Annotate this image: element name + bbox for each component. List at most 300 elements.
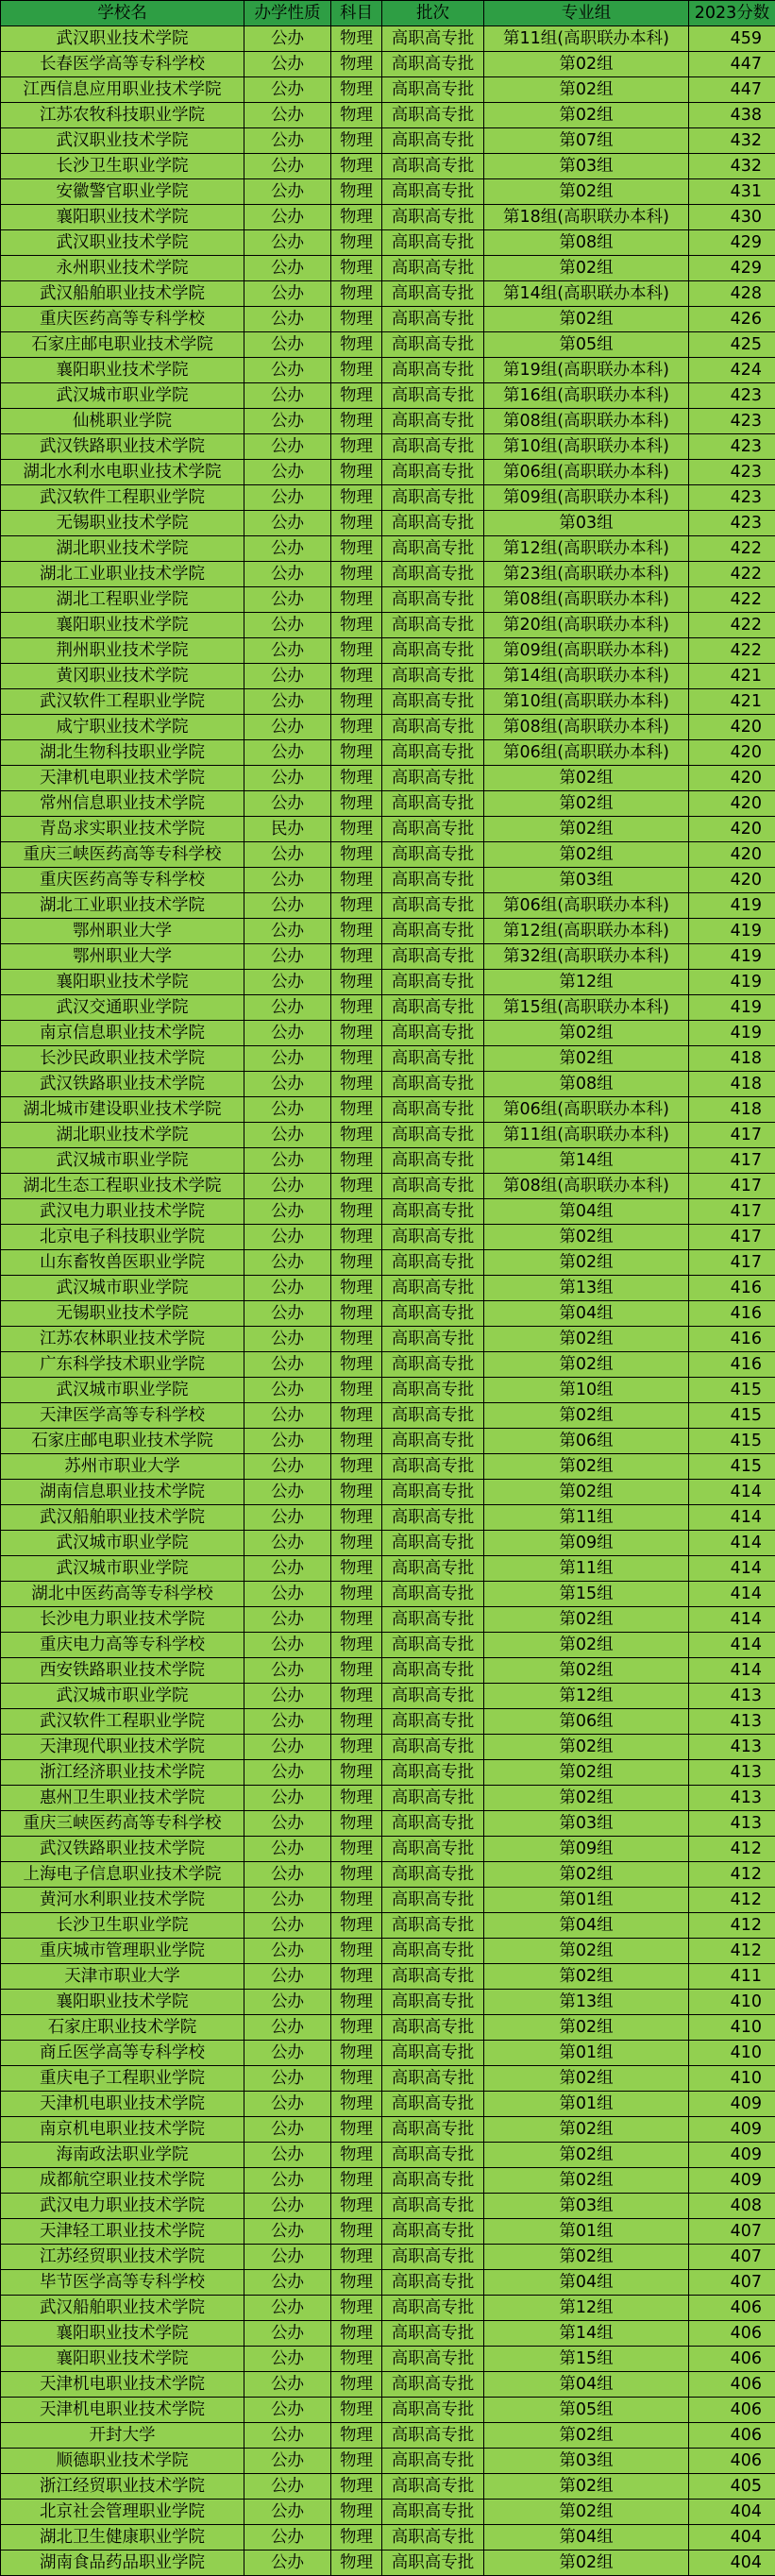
batch-cell: 高职高专批 bbox=[382, 1123, 484, 1148]
school-name-cell: 北京社会管理职业学院 bbox=[1, 2500, 244, 2525]
school-nature-cell: 公办 bbox=[244, 2066, 331, 2092]
school-nature-cell: 公办 bbox=[244, 26, 331, 52]
subject-cell: 物理 bbox=[331, 1454, 382, 1480]
major-group-cell: 第02组 bbox=[484, 766, 689, 791]
major-group-cell: 第04组 bbox=[484, 2270, 689, 2296]
batch-cell: 高职高专批 bbox=[382, 230, 484, 256]
table-row bbox=[1, 1072, 775, 1097]
batch-cell: 高职高专批 bbox=[382, 1097, 484, 1123]
school-name-cell: 武汉职业技术学院 bbox=[1, 230, 244, 256]
school-nature-cell: 公办 bbox=[244, 1913, 331, 1939]
school-nature-cell: 公办 bbox=[244, 409, 331, 434]
batch-cell: 高职高专批 bbox=[382, 1556, 484, 1582]
score-cell: 417 bbox=[689, 1148, 775, 1174]
score-cell: 423 bbox=[689, 460, 775, 485]
table-row bbox=[1, 2525, 775, 2551]
major-group-cell: 第14组(高职联办本科) bbox=[484, 664, 689, 689]
batch-cell: 高职高专批 bbox=[382, 1199, 484, 1225]
school-name-cell: 顺德职业技术学院 bbox=[1, 2449, 244, 2474]
score-cell: 416 bbox=[689, 1352, 775, 1378]
batch-cell: 高职高专批 bbox=[382, 638, 484, 664]
table-row bbox=[1, 791, 775, 817]
school-name-cell: 重庆三峡医药高等专科学校 bbox=[1, 1811, 244, 1837]
batch-cell: 高职高专批 bbox=[382, 358, 484, 383]
school-name-cell: 长春医学高等专科学校 bbox=[1, 52, 244, 77]
column-header-school: 学校名 bbox=[1, 1, 244, 26]
school-nature-cell: 公办 bbox=[244, 383, 331, 409]
school-nature-cell: 公办 bbox=[244, 1633, 331, 1658]
batch-cell: 高职高专批 bbox=[382, 332, 484, 358]
table-row bbox=[1, 2041, 775, 2066]
school-nature-cell: 公办 bbox=[244, 2347, 331, 2372]
school-nature-cell: 公办 bbox=[244, 1454, 331, 1480]
school-name-cell: 黄河水利职业技术学院 bbox=[1, 1888, 244, 1913]
subject-cell: 物理 bbox=[331, 919, 382, 944]
subject-cell: 物理 bbox=[331, 1939, 382, 1964]
subject-cell: 物理 bbox=[331, 817, 382, 842]
score-cell: 406 bbox=[689, 2347, 775, 2372]
major-group-cell: 第10组(高职联办本科) bbox=[484, 689, 689, 715]
batch-cell: 高职高专批 bbox=[382, 2372, 484, 2398]
subject-cell: 物理 bbox=[331, 1556, 382, 1582]
major-group-cell: 第32组(高职联办本科) bbox=[484, 944, 689, 970]
school-nature-cell: 公办 bbox=[244, 128, 331, 154]
major-group-cell: 第02组 bbox=[484, 1786, 689, 1811]
batch-cell: 高职高专批 bbox=[382, 1505, 484, 1531]
major-group-cell: 第04组 bbox=[484, 1913, 689, 1939]
school-nature-cell: 公办 bbox=[244, 638, 331, 664]
school-nature-cell: 公办 bbox=[244, 2092, 331, 2117]
subject-cell: 物理 bbox=[331, 2398, 382, 2423]
table-row bbox=[1, 179, 775, 205]
score-cell: 432 bbox=[689, 154, 775, 179]
subject-cell: 物理 bbox=[331, 562, 382, 587]
subject-cell: 物理 bbox=[331, 1786, 382, 1811]
school-nature-cell: 公办 bbox=[244, 689, 331, 715]
batch-cell: 高职高专批 bbox=[382, 2143, 484, 2168]
subject-cell: 物理 bbox=[331, 715, 382, 740]
major-group-cell: 第19组(高职联办本科) bbox=[484, 358, 689, 383]
batch-cell: 高职高专批 bbox=[382, 307, 484, 332]
subject-cell: 物理 bbox=[331, 1760, 382, 1786]
subject-cell: 物理 bbox=[331, 1862, 382, 1888]
subject-cell: 物理 bbox=[331, 842, 382, 868]
subject-cell: 物理 bbox=[331, 1888, 382, 1913]
table-row bbox=[1, 587, 775, 613]
batch-cell: 高职高专批 bbox=[382, 409, 484, 434]
school-nature-cell: 公办 bbox=[244, 1709, 331, 1735]
major-group-cell: 第08组 bbox=[484, 1072, 689, 1097]
table-row bbox=[1, 715, 775, 740]
subject-cell: 物理 bbox=[331, 1072, 382, 1097]
school-name-cell: 湖北卫生健康职业学院 bbox=[1, 2525, 244, 2551]
table-row bbox=[1, 1990, 775, 2015]
school-nature-cell: 公办 bbox=[244, 2041, 331, 2066]
score-cell: 417 bbox=[689, 1250, 775, 1276]
major-group-cell: 第12组(高职联办本科) bbox=[484, 919, 689, 944]
school-name-cell: 长沙卫生职业学院 bbox=[1, 1913, 244, 1939]
table-row bbox=[1, 77, 775, 103]
school-name-cell: 常州信息职业技术学院 bbox=[1, 791, 244, 817]
batch-cell: 高职高专批 bbox=[382, 2525, 484, 2551]
major-group-cell: 第06组(高职联办本科) bbox=[484, 740, 689, 766]
score-cell: 417 bbox=[689, 1199, 775, 1225]
school-nature-cell: 公办 bbox=[244, 154, 331, 179]
table-row bbox=[1, 1097, 775, 1123]
score-cell: 424 bbox=[689, 358, 775, 383]
batch-cell: 高职高专批 bbox=[382, 1684, 484, 1709]
table-row bbox=[1, 2143, 775, 2168]
batch-cell: 高职高专批 bbox=[382, 587, 484, 613]
major-group-cell: 第02组 bbox=[484, 2066, 689, 2092]
batch-cell: 高职高专批 bbox=[382, 1429, 484, 1454]
batch-cell: 高职高专批 bbox=[382, 893, 484, 919]
school-name-cell: 海南政法职业学院 bbox=[1, 2143, 244, 2168]
subject-cell: 物理 bbox=[331, 1046, 382, 1072]
subject-cell: 物理 bbox=[331, 2092, 382, 2117]
school-name-cell: 江苏农林职业技术学院 bbox=[1, 1327, 244, 1352]
column-header-batch: 批次 bbox=[382, 1, 484, 26]
score-cell: 413 bbox=[689, 1811, 775, 1837]
major-group-cell: 第02组 bbox=[484, 77, 689, 103]
subject-cell: 物理 bbox=[331, 26, 382, 52]
school-nature-cell: 公办 bbox=[244, 1607, 331, 1633]
table-row bbox=[1, 2117, 775, 2143]
batch-cell: 高职高专批 bbox=[382, 1837, 484, 1862]
batch-cell: 高职高专批 bbox=[382, 2092, 484, 2117]
score-cell: 413 bbox=[689, 1735, 775, 1760]
school-nature-cell: 公办 bbox=[244, 205, 331, 230]
batch-cell: 高职高专批 bbox=[382, 2449, 484, 2474]
school-nature-cell: 公办 bbox=[244, 307, 331, 332]
major-group-cell: 第02组 bbox=[484, 1046, 689, 1072]
school-nature-cell: 公办 bbox=[244, 919, 331, 944]
major-group-cell: 第03组 bbox=[484, 511, 689, 536]
school-name-cell: 仙桃职业学院 bbox=[1, 409, 244, 434]
score-cell: 407 bbox=[689, 2219, 775, 2245]
score-cell: 414 bbox=[689, 1582, 775, 1607]
table-row bbox=[1, 1786, 775, 1811]
batch-cell: 高职高专批 bbox=[382, 1658, 484, 1684]
school-name-cell: 石家庄邮电职业技术学院 bbox=[1, 1429, 244, 1454]
table-row bbox=[1, 2321, 775, 2347]
score-cell: 428 bbox=[689, 281, 775, 307]
score-cell: 409 bbox=[689, 2168, 775, 2194]
table-row bbox=[1, 26, 775, 52]
table-row bbox=[1, 919, 775, 944]
school-name-cell: 湖北职业技术学院 bbox=[1, 1123, 244, 1148]
school-name-cell: 湖北职业技术学院 bbox=[1, 536, 244, 562]
school-nature-cell: 公办 bbox=[244, 1786, 331, 1811]
table-row bbox=[1, 511, 775, 536]
school-nature-cell: 公办 bbox=[244, 1990, 331, 2015]
score-cell: 416 bbox=[689, 1301, 775, 1327]
table-row bbox=[1, 281, 775, 307]
school-name-cell: 江西信息应用职业技术学院 bbox=[1, 77, 244, 103]
school-name-cell: 毕节医学高等专科学校 bbox=[1, 2270, 244, 2296]
score-cell: 409 bbox=[689, 2143, 775, 2168]
table-row bbox=[1, 1735, 775, 1760]
subject-cell: 物理 bbox=[331, 1684, 382, 1709]
score-cell: 419 bbox=[689, 970, 775, 995]
batch-cell: 高职高专批 bbox=[382, 154, 484, 179]
batch-cell: 高职高专批 bbox=[382, 1072, 484, 1097]
table-row bbox=[1, 1582, 775, 1607]
school-name-cell: 武汉铁路职业技术学院 bbox=[1, 1072, 244, 1097]
school-nature-cell: 公办 bbox=[244, 1735, 331, 1760]
table-row bbox=[1, 2015, 775, 2041]
major-group-cell: 第02组 bbox=[484, 817, 689, 842]
school-nature-cell: 公办 bbox=[244, 460, 331, 485]
school-name-cell: 安徽警官职业学院 bbox=[1, 179, 244, 205]
batch-cell: 高职高专批 bbox=[382, 2321, 484, 2347]
score-cell: 404 bbox=[689, 2525, 775, 2551]
school-nature-cell: 公办 bbox=[244, 1531, 331, 1556]
subject-cell: 物理 bbox=[331, 52, 382, 77]
table-row bbox=[1, 2296, 775, 2321]
school-name-cell: 天津轻工职业技术学院 bbox=[1, 2219, 244, 2245]
school-name-cell: 湖北水利水电职业技术学院 bbox=[1, 460, 244, 485]
school-nature-cell: 公办 bbox=[244, 2321, 331, 2347]
school-nature-cell: 公办 bbox=[244, 1199, 331, 1225]
table-row bbox=[1, 103, 775, 128]
score-cell: 409 bbox=[689, 2117, 775, 2143]
score-cell: 410 bbox=[689, 2041, 775, 2066]
major-group-cell: 第10组 bbox=[484, 1378, 689, 1403]
score-cell: 432 bbox=[689, 128, 775, 154]
major-group-cell: 第10组(高职联办本科) bbox=[484, 434, 689, 460]
score-cell: 429 bbox=[689, 230, 775, 256]
school-nature-cell: 公办 bbox=[244, 1760, 331, 1786]
table-row bbox=[1, 1505, 775, 1531]
school-nature-cell: 公办 bbox=[244, 358, 331, 383]
school-name-cell: 武汉城市职业学院 bbox=[1, 1531, 244, 1556]
major-group-cell: 第08组(高职联办本科) bbox=[484, 587, 689, 613]
batch-cell: 高职高专批 bbox=[382, 1582, 484, 1607]
school-name-cell: 武汉电力职业技术学院 bbox=[1, 1199, 244, 1225]
score-cell: 404 bbox=[689, 2551, 775, 2576]
major-group-cell: 第13组 bbox=[484, 1276, 689, 1301]
subject-cell: 物理 bbox=[331, 1990, 382, 2015]
table-row bbox=[1, 1480, 775, 1505]
school-name-cell: 苏州市职业大学 bbox=[1, 1454, 244, 1480]
school-name-cell: 湖北生物科技职业学院 bbox=[1, 740, 244, 766]
major-group-cell: 第18组(高职联办本科) bbox=[484, 205, 689, 230]
major-group-cell: 第02组 bbox=[484, 52, 689, 77]
score-cell: 406 bbox=[689, 2449, 775, 2474]
table-row bbox=[1, 1327, 775, 1352]
major-group-cell: 第12组 bbox=[484, 970, 689, 995]
school-nature-cell: 公办 bbox=[244, 77, 331, 103]
major-group-cell: 第04组 bbox=[484, 1199, 689, 1225]
score-cell: 406 bbox=[689, 2372, 775, 2398]
school-name-cell: 惠州卫生职业技术学院 bbox=[1, 1786, 244, 1811]
score-cell: 417 bbox=[689, 1174, 775, 1199]
batch-cell: 高职高专批 bbox=[382, 1633, 484, 1658]
batch-cell: 高职高专批 bbox=[382, 1531, 484, 1556]
school-name-cell: 武汉软件工程职业学院 bbox=[1, 1709, 244, 1735]
batch-cell: 高职高专批 bbox=[382, 1480, 484, 1505]
score-cell: 425 bbox=[689, 332, 775, 358]
school-name-cell: 天津机电职业技术学院 bbox=[1, 2372, 244, 2398]
score-cell: 422 bbox=[689, 613, 775, 638]
school-name-cell: 重庆城市管理职业学院 bbox=[1, 1939, 244, 1964]
table-row bbox=[1, 358, 775, 383]
school-nature-cell: 公办 bbox=[244, 2245, 331, 2270]
batch-cell: 高职高专批 bbox=[382, 2168, 484, 2194]
major-group-cell: 第09组 bbox=[484, 1531, 689, 1556]
subject-cell: 物理 bbox=[331, 2347, 382, 2372]
score-cell: 407 bbox=[689, 2270, 775, 2296]
batch-cell: 高职高专批 bbox=[382, 256, 484, 281]
score-cell: 412 bbox=[689, 1862, 775, 1888]
school-name-cell: 天津医学高等专科学校 bbox=[1, 1403, 244, 1429]
table-row bbox=[1, 2551, 775, 2576]
school-name-cell: 武汉城市职业学院 bbox=[1, 1276, 244, 1301]
school-nature-cell: 公办 bbox=[244, 1378, 331, 1403]
school-name-cell: 武汉船舶职业技术学院 bbox=[1, 2296, 244, 2321]
table-row bbox=[1, 944, 775, 970]
major-group-cell: 第02组 bbox=[484, 179, 689, 205]
major-group-cell: 第15组 bbox=[484, 2347, 689, 2372]
school-nature-cell: 公办 bbox=[244, 893, 331, 919]
major-group-cell: 第02组 bbox=[484, 1862, 689, 1888]
major-group-cell: 第02组 bbox=[484, 1352, 689, 1378]
subject-cell: 物理 bbox=[331, 2066, 382, 2092]
major-group-cell: 第02组 bbox=[484, 1403, 689, 1429]
batch-cell: 高职高专批 bbox=[382, 740, 484, 766]
school-nature-cell: 公办 bbox=[244, 1021, 331, 1046]
school-nature-cell: 公办 bbox=[244, 562, 331, 587]
subject-cell: 物理 bbox=[331, 1301, 382, 1327]
batch-cell: 高职高专批 bbox=[382, 1607, 484, 1633]
school-nature-cell: 公办 bbox=[244, 511, 331, 536]
table-row bbox=[1, 2500, 775, 2525]
school-nature-cell: 公办 bbox=[244, 281, 331, 307]
subject-cell: 物理 bbox=[331, 1174, 382, 1199]
subject-cell: 物理 bbox=[331, 230, 382, 256]
score-cell: 422 bbox=[689, 562, 775, 587]
score-cell: 416 bbox=[689, 1327, 775, 1352]
score-cell: 420 bbox=[689, 766, 775, 791]
batch-cell: 高职高专批 bbox=[382, 2270, 484, 2296]
batch-cell: 高职高专批 bbox=[382, 1021, 484, 1046]
school-nature-cell: 公办 bbox=[244, 434, 331, 460]
batch-cell: 高职高专批 bbox=[382, 1709, 484, 1735]
school-name-cell: 武汉城市职业学院 bbox=[1, 383, 244, 409]
subject-cell: 物理 bbox=[331, 1097, 382, 1123]
score-cell: 410 bbox=[689, 2015, 775, 2041]
subject-cell: 物理 bbox=[331, 1837, 382, 1862]
subject-cell: 物理 bbox=[331, 2525, 382, 2551]
subject-cell: 物理 bbox=[331, 587, 382, 613]
table-row bbox=[1, 1403, 775, 1429]
school-name-cell: 湖北工程职业学院 bbox=[1, 587, 244, 613]
score-cell: 408 bbox=[689, 2194, 775, 2219]
batch-cell: 高职高专批 bbox=[382, 26, 484, 52]
score-cell: 438 bbox=[689, 103, 775, 128]
batch-cell: 高职高专批 bbox=[382, 128, 484, 154]
school-name-cell: 荆州职业技术学院 bbox=[1, 638, 244, 664]
school-nature-cell: 公办 bbox=[244, 970, 331, 995]
subject-cell: 物理 bbox=[331, 77, 382, 103]
school-name-cell: 襄阳职业技术学院 bbox=[1, 2347, 244, 2372]
school-name-cell: 襄阳职业技术学院 bbox=[1, 205, 244, 230]
table-body bbox=[1, 26, 775, 2576]
subject-cell: 物理 bbox=[331, 2551, 382, 2576]
batch-cell: 高职高专批 bbox=[382, 2041, 484, 2066]
subject-cell: 物理 bbox=[331, 2015, 382, 2041]
major-group-cell: 第02组 bbox=[484, 1760, 689, 1786]
score-cell: 414 bbox=[689, 1505, 775, 1531]
table-row bbox=[1, 2168, 775, 2194]
school-nature-cell: 公办 bbox=[244, 2525, 331, 2551]
batch-cell: 高职高专批 bbox=[382, 995, 484, 1021]
score-cell: 415 bbox=[689, 1378, 775, 1403]
major-group-cell: 第02组 bbox=[484, 1327, 689, 1352]
table-row bbox=[1, 2270, 775, 2296]
subject-cell: 物理 bbox=[331, 740, 382, 766]
batch-cell: 高职高专批 bbox=[382, 715, 484, 740]
school-nature-cell: 公办 bbox=[244, 179, 331, 205]
batch-cell: 高职高专批 bbox=[382, 1939, 484, 1964]
batch-cell: 高职高专批 bbox=[382, 460, 484, 485]
school-name-cell: 重庆电子工程职业学院 bbox=[1, 2066, 244, 2092]
subject-cell: 物理 bbox=[331, 2219, 382, 2245]
major-group-cell: 第02组 bbox=[484, 2423, 689, 2449]
score-cell: 422 bbox=[689, 587, 775, 613]
subject-cell: 物理 bbox=[331, 1480, 382, 1505]
school-name-cell: 永州职业技术学院 bbox=[1, 256, 244, 281]
subject-cell: 物理 bbox=[331, 485, 382, 511]
score-cell: 419 bbox=[689, 919, 775, 944]
school-nature-cell: 公办 bbox=[244, 2168, 331, 2194]
subject-cell: 物理 bbox=[331, 128, 382, 154]
school-name-cell: 天津机电职业技术学院 bbox=[1, 2398, 244, 2423]
score-cell: 418 bbox=[689, 1097, 775, 1123]
school-nature-cell: 公办 bbox=[244, 766, 331, 791]
score-cell: 416 bbox=[689, 1276, 775, 1301]
table-row bbox=[1, 1021, 775, 1046]
batch-cell: 高职高专批 bbox=[382, 562, 484, 587]
subject-cell: 物理 bbox=[331, 1276, 382, 1301]
score-cell: 422 bbox=[689, 638, 775, 664]
major-group-cell: 第03组 bbox=[484, 2449, 689, 2474]
major-group-cell: 第11组 bbox=[484, 1505, 689, 1531]
batch-cell: 高职高专批 bbox=[382, 434, 484, 460]
school-nature-cell: 公办 bbox=[244, 1939, 331, 1964]
major-group-cell: 第01组 bbox=[484, 2219, 689, 2245]
subject-cell: 物理 bbox=[331, 1582, 382, 1607]
batch-cell: 高职高专批 bbox=[382, 868, 484, 893]
score-cell: 413 bbox=[689, 1760, 775, 1786]
batch-cell: 高职高专批 bbox=[382, 2117, 484, 2143]
score-cell: 447 bbox=[689, 52, 775, 77]
table-row bbox=[1, 1964, 775, 1990]
major-group-cell: 第09组 bbox=[484, 1837, 689, 1862]
school-nature-cell: 公办 bbox=[244, 332, 331, 358]
school-nature-cell: 公办 bbox=[244, 1123, 331, 1148]
school-nature-cell: 公办 bbox=[244, 1327, 331, 1352]
score-cell: 415 bbox=[689, 1403, 775, 1429]
school-nature-cell: 公办 bbox=[244, 2474, 331, 2500]
school-name-cell: 武汉电力职业技术学院 bbox=[1, 2194, 244, 2219]
subject-cell: 物理 bbox=[331, 511, 382, 536]
column-header-major-group: 专业组 bbox=[484, 1, 689, 26]
score-cell: 411 bbox=[689, 1964, 775, 1990]
batch-cell: 高职高专批 bbox=[382, 103, 484, 128]
subject-cell: 物理 bbox=[331, 1913, 382, 1939]
